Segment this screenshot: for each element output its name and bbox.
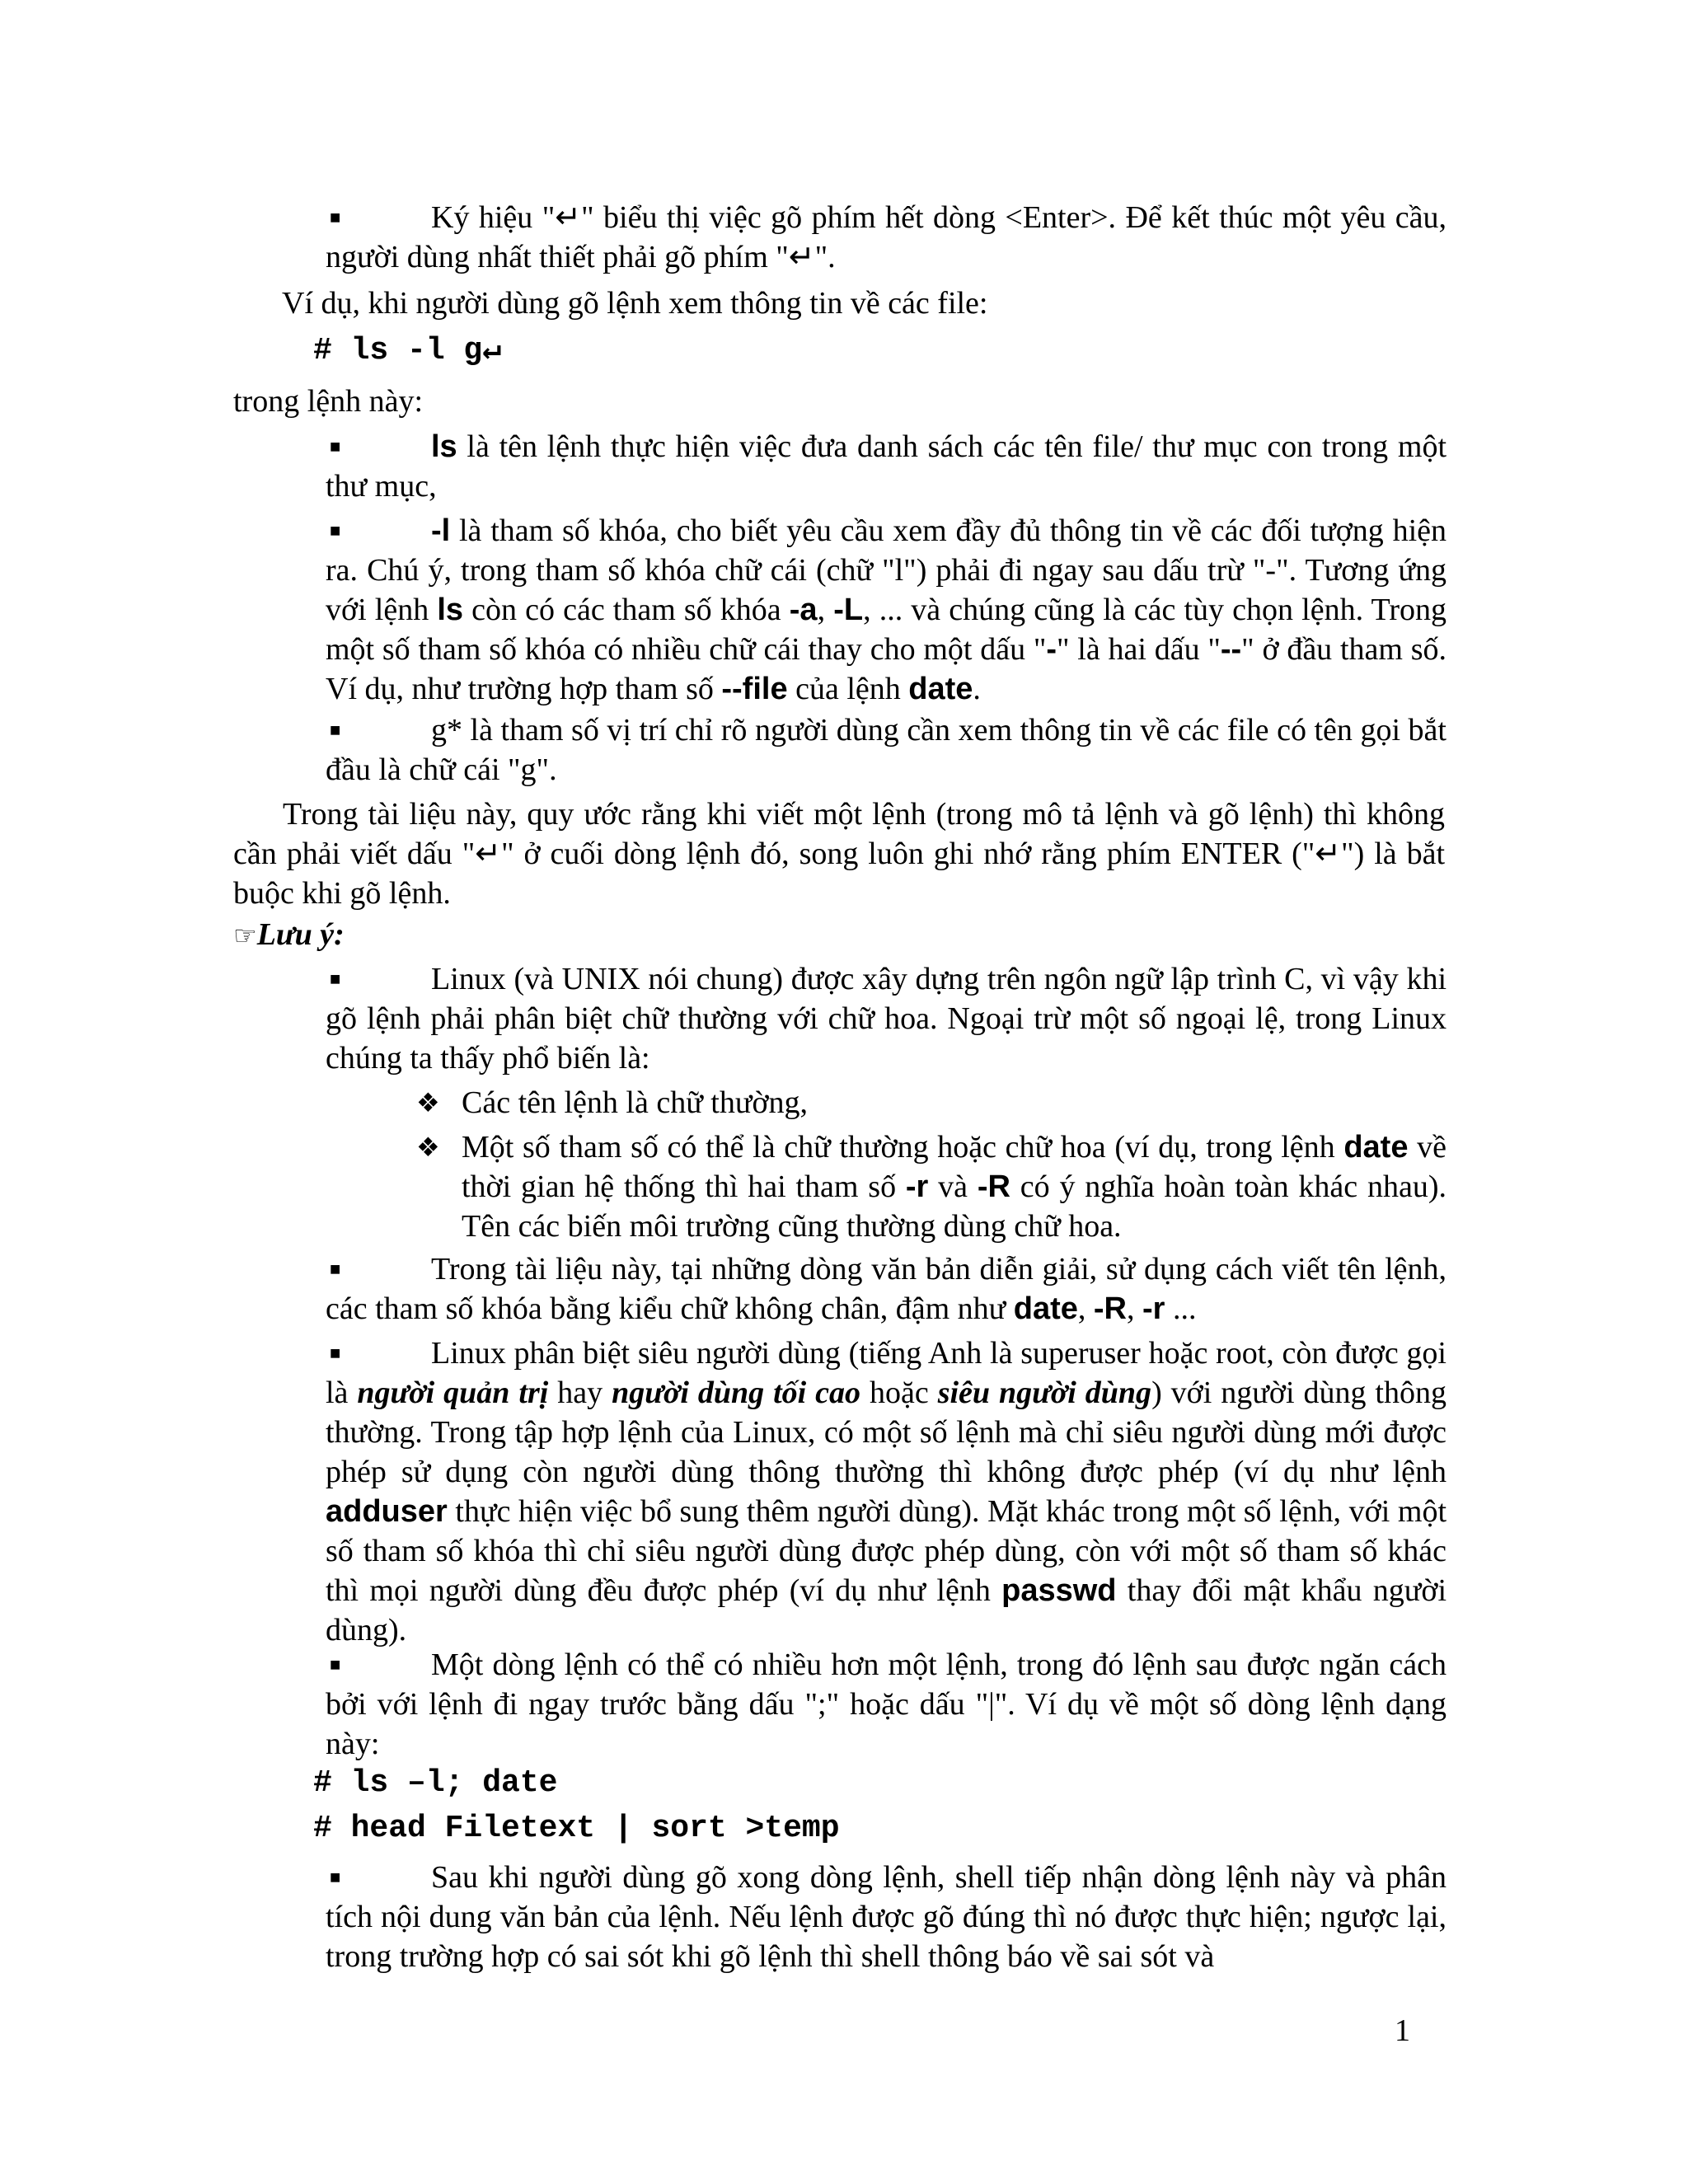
command-head-sort: # head Filetext | sort >temp (313, 1811, 840, 1846)
bullet-enter-symbol: Ký hiệu "↵" biểu thị việc gõ phím hết dòng <Enter>. Để kết thúc một yêu cầu, người dùng nhất thiết phải gõ phím "↵". (326, 200, 1447, 274)
convention-paragraph: Trong tài liệu này, quy ước rằng khi viết một lệnh (trong mô tả lệnh và gõ lệnh) thì không cần phải viết dấu "↵" ở cuối dòng lệnh đó, song luôn ghi nhớ rằng phím ENTER ("↵") là bắt buộc khi gõ lệnh. (233, 797, 1445, 911)
diamond-bullet-icon: ❖ (416, 1088, 440, 1118)
example-intro: Ví dụ, khi người dùng gõ lệnh xem thông tin về các file: (282, 286, 988, 321)
subitem-command-lowercase: Các tên lệnh là chữ thường, (462, 1085, 809, 1120)
note-shell-parsing: Sau khi người dùng gõ xong dòng lệnh, shell tiếp nhận dòng lệnh này và phân tích nội dung văn bản của lệnh. Nếu lệnh được gõ đúng thì nó được thực hiện; ngược lại, trong trường hợp có sai sót khi gõ lệnh thì shell thông báo về sai sót và (326, 1860, 1447, 1974)
bullet-marker: ■ (330, 520, 341, 541)
bullet-marker: ■ (330, 968, 341, 989)
bullet-option-l-description: -l là tham số khóa, cho biết yêu cầu xem đầy đủ thông tin về các đối tượng hiện ra. Chú ý, trong tham số khóa chữ cái (chữ "l") phải đi ngay sau dấu trừ "-". Tương ứng với lệnh ls còn có các tham số khóa -a, -L, ... và chúng cũng là các tùy chọn lệnh. Trong một số tham số khóa có nhiều chữ cái thay cho một dấu "-" là hai dấu "--" ở đầu tham số. Ví dụ, như trường hợp tham số --file của lệnh date. (326, 513, 1447, 706)
bullet-marker: ■ (330, 719, 341, 740)
bullet-marker: ■ (330, 1343, 341, 1363)
note-case-sensitivity: Linux (và UNIX nói chung) được xây dựng trên ngôn ngữ lập trình C, vì vậy khi gõ lệnh phải phân biệt chữ thường với chữ hoa. Ngoại trừ một số ngoại lệ, trong Linux chúng ta thấy phổ biến là: (326, 962, 1447, 1076)
command-ls-date: # ls –l; date (313, 1765, 558, 1801)
diamond-bullet-icon: ❖ (416, 1132, 440, 1162)
page-number: 1 (1395, 2013, 1410, 2048)
bullet-g-star-description: g* là tham số vị trí chỉ rõ người dùng cần xem thông tin về các file có tên gọi bắt đầu là chữ cái "g". (326, 713, 1447, 787)
bullet-marker: ■ (330, 436, 341, 457)
note-sans-serif-convention: Trong tài liệu này, tại những dòng văn bản diễn giải, sử dụng cách viết tên lệnh, các tham số khóa bằng kiểu chữ không chân, đậm như date, -R, -r ... (326, 1252, 1447, 1326)
note-superuser: Linux phân biệt siêu người dùng (tiếng Anh là superuser hoặc root, còn được gọi là người quản trị hay người dùng tối cao hoặc siêu người dùng) với người dùng thông thường. Trong tập hợp lệnh của Linux, có một số lệnh mà chỉ siêu người dùng mới được phép sử dụng còn người dùng thông thường thì không được phép (ví dụ như lệnh adduser thực hiện việc bổ sung thêm người dùng). Mặt khác trong một số lệnh, với một số tham số khóa thì chỉ siêu người dùng được phép dùng, còn với một số tham số khác thì mọi người dùng đều được phép (ví dụ như lệnh passwd thay đổi mật khẩu người dùng). (326, 1336, 1447, 1647)
note-multiple-commands: Một dòng lệnh có thể có nhiều hơn một lệnh, trong đó lệnh sau được ngăn cách bởi với lệnh đi ngay trước bằng dấu ";" hoặc dấu "|". Ví dụ về một số dòng lệnh dạng này: (326, 1647, 1447, 1761)
command-ls-l-g: # ls -l g↵ (313, 333, 502, 368)
bullet-marker: ■ (330, 1654, 341, 1675)
bullet-ls-description: ls là tên lệnh thực hiện việc đưa danh sách các tên file/ thư mục con trong một thư mục, (326, 429, 1447, 504)
pointing-hand-icon: ☞ (233, 920, 257, 951)
bullet-marker: ■ (330, 207, 341, 227)
bullet-marker: ■ (330, 1867, 341, 1887)
bullet-marker: ■ (330, 1258, 341, 1279)
note-heading: ☞Lưu ý: (233, 917, 345, 952)
subitem-options-case: Một số tham số có thể là chữ thường hoặc chữ hoa (ví dụ, trong lệnh date về thời gian hệ thống thì hai tham số -r và -R có ý nghĩa hoàn toàn khác nhau). Tên các biến môi trường cũng thường dùng chữ hoa. (462, 1130, 1447, 1244)
in-command-label: trong lệnh này: (233, 384, 424, 419)
